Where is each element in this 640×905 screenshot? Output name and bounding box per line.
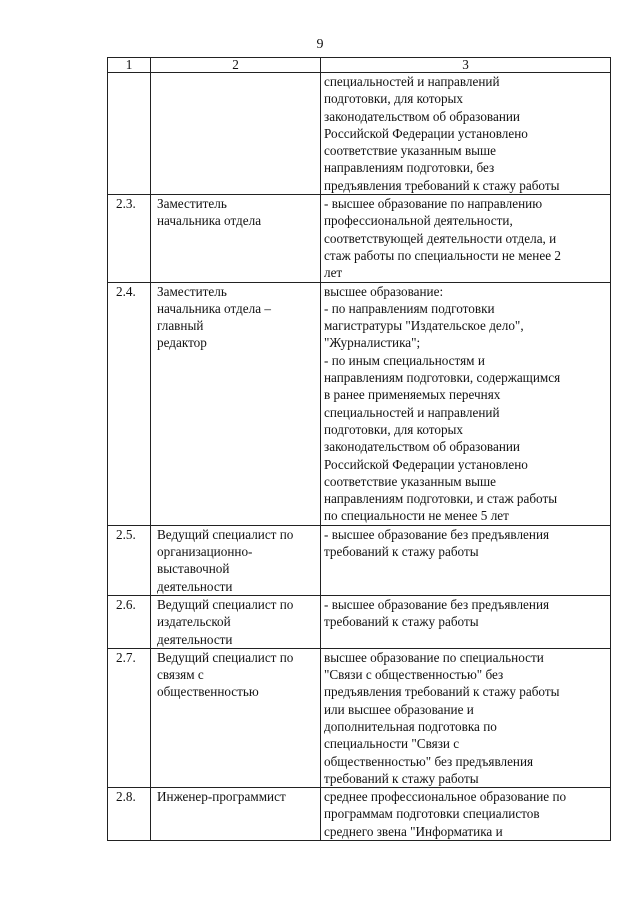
row-position: Ведущий специалист по связям с общественностью	[151, 648, 321, 787]
header-cell-number: 1	[108, 58, 151, 73]
page-number: 9	[316, 37, 324, 52]
row-number	[108, 73, 151, 195]
row-position: Заместитель начальника отдела – главный редактор	[151, 282, 321, 525]
table-header-row	[108, 58, 611, 73]
row-requirements: - высшее образование без предъявления требований к стажу работы	[321, 525, 611, 595]
table-row	[108, 282, 611, 525]
table-row	[108, 73, 611, 195]
row-position: Инженер-программист	[151, 788, 321, 841]
row-number: 2.7.	[108, 648, 151, 787]
row-number: 2.3.	[108, 195, 151, 282]
row-requirements: - высшее образование без предъявления требований к стажу работы	[321, 595, 611, 648]
row-requirements: высшее образование: - по направлениям подготовки магистратуры "Издательское дело", "Журналистика"; - по иным специальностям и направлениям подготовки, содержащимся в ранее применяемых перечнях специальностей и направлений подготовки, для которых законодательством об образовании Российской Федерации установлено соответствие указанным выше направлениям подготовки, и стаж работы по специальности не менее 5 лет	[321, 282, 611, 525]
row-position: Ведущий специалист по организационно- выставочной деятельности	[151, 525, 321, 595]
row-position: Заместитель начальника отдела	[151, 195, 321, 282]
table-row	[108, 595, 611, 648]
row-requirements: - высшее образование по направлению профессиональной деятельности, соответствующей деятельности отдела, и стаж работы по специальности не менее 2 лет	[321, 195, 611, 282]
row-requirements: специальностей и направлений подготовки, для которых законодательством об образовании Российской Федерации установлено соответствие указанным выше направлениям подготовки, без предъявления требований к стажу работы	[321, 73, 611, 195]
table-row	[108, 195, 611, 282]
row-number: 2.4.	[108, 282, 151, 525]
header-cell-requirements: 3	[321, 58, 611, 73]
qualification-table	[107, 57, 611, 841]
row-number: 2.6.	[108, 595, 151, 648]
row-number: 2.5.	[108, 525, 151, 595]
table-row	[108, 525, 611, 595]
row-requirements: высшее образование по специальности "Связи с общественностью" без предъявления требований к стажу работы или высшее образование и дополнительная подготовка по специальности "Связи с общественностью" без предъявления требований к стажу работы	[321, 648, 611, 787]
row-position	[151, 73, 321, 195]
header-cell-position: 2	[151, 58, 321, 73]
row-number: 2.8.	[108, 788, 151, 841]
table-row	[108, 648, 611, 787]
table-row	[108, 788, 611, 841]
row-position: Ведущий специалист по издательской деятельности	[151, 595, 321, 648]
row-requirements: среднее профессиональное образование по программам подготовки специалистов среднего звена "Информатика и	[321, 788, 611, 841]
